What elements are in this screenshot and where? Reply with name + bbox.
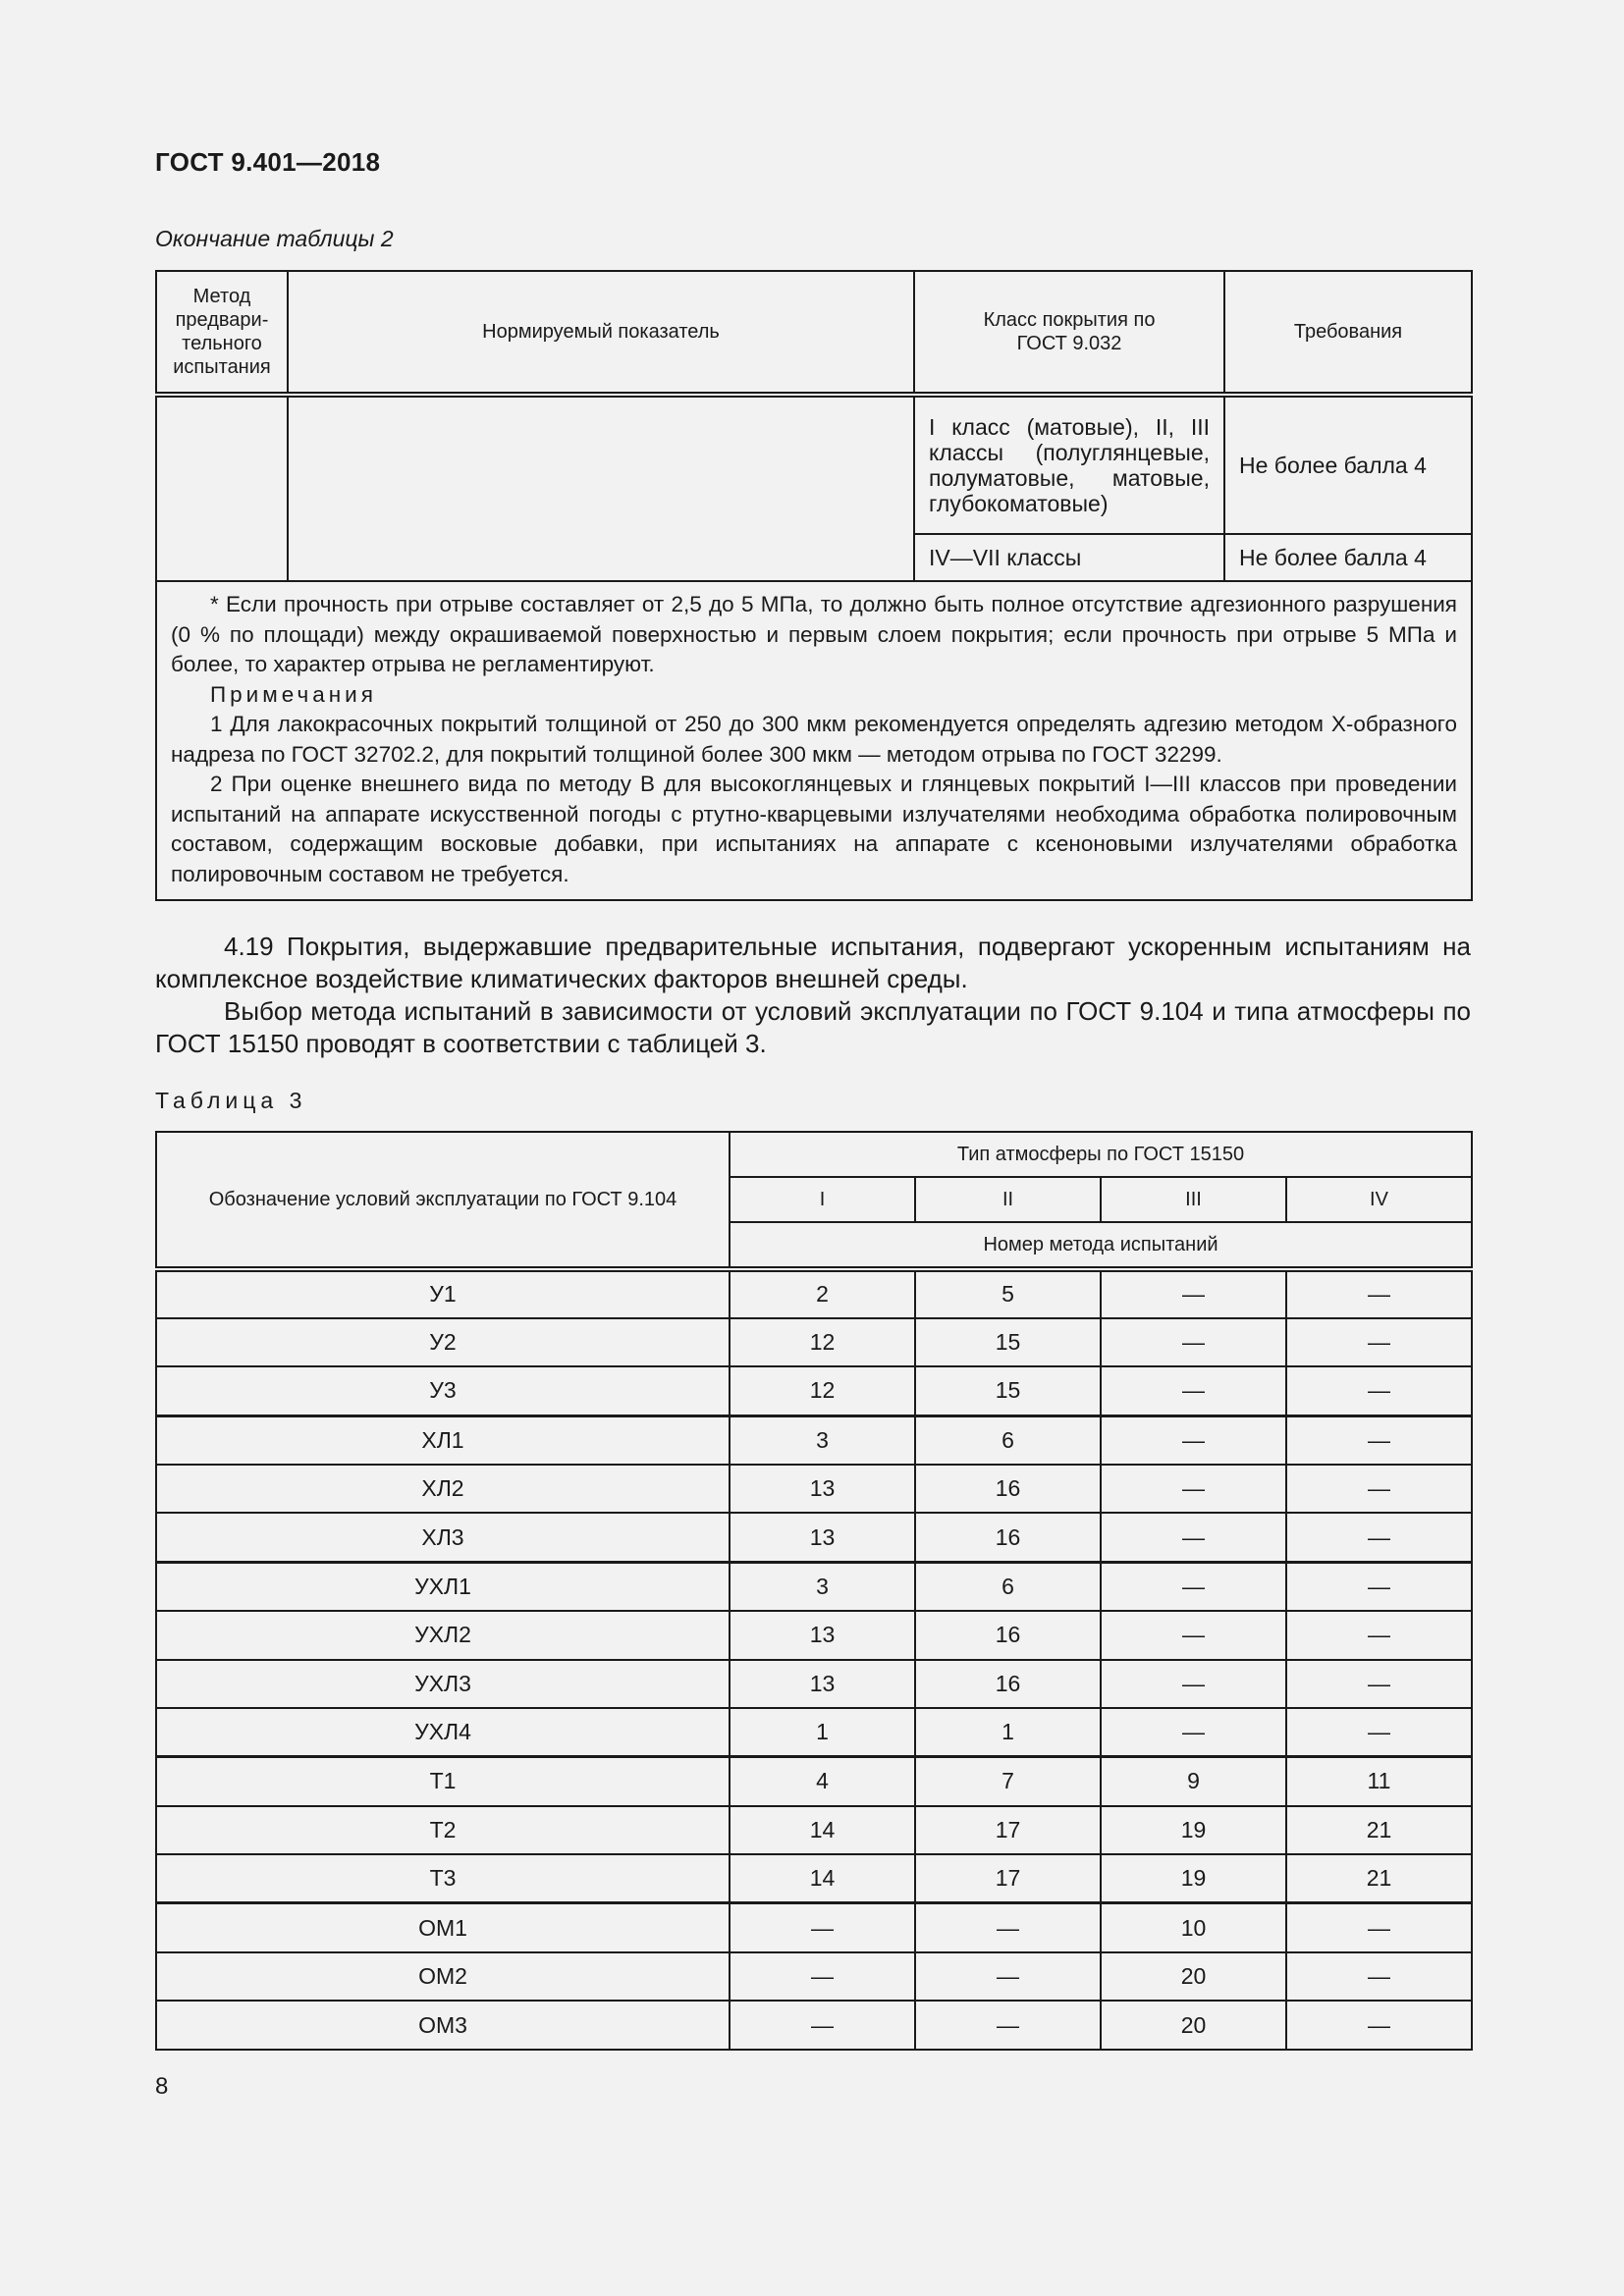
table3-cell-method: — [1286,1366,1472,1415]
table3-cell-method: 16 [915,1611,1101,1660]
paragraph-4-19: 4.19 Покрытия, выдержавшие предварительные испытания, подвергают ускоренным испытаниям на комплексное воздействие климатических факторов внешней среды. [155,932,1471,993]
table3-cell-method: — [1101,1269,1286,1318]
table2-cell-requirement: Не более балла 4 [1224,395,1472,534]
table2-header-requirements: Требования [1224,271,1472,395]
table3-cell-method: — [1101,1660,1286,1709]
table3-cell-method: 2 [730,1269,915,1318]
table3-cell-method: 19 [1101,1854,1286,1903]
table3-cell-method: 13 [730,1660,915,1709]
table3-cell-method: 1 [730,1708,915,1757]
table3-cell-method: 12 [730,1366,915,1415]
table3-header-atm-3: III [1101,1177,1286,1222]
table3-cell-method: 13 [730,1513,915,1562]
table3-cell-method: — [1286,1562,1472,1611]
table3-cell-method: 20 [1101,2001,1286,2050]
table3-header-conditions: Обозначение условий эксплуатации по ГОСТ 9.104 [156,1132,730,1269]
table3-cell-method: — [915,1952,1101,2002]
table3-cell-method: 21 [1286,1854,1472,1903]
table3-cell-method: 17 [915,1806,1101,1855]
table3-cell-method: — [915,2001,1101,2050]
table2-caption: Окончание таблицы 2 [155,226,394,251]
table3-cell-method: — [1101,1513,1286,1562]
table3-cell-method: 3 [730,1562,915,1611]
table-row [156,1708,1472,1757]
table-row [156,1806,1472,1855]
table3-cell-method: 6 [915,1562,1101,1611]
table3-cell-condition: Т1 [156,1757,730,1806]
table3-cell-condition: Т2 [156,1806,730,1855]
table-row [156,2001,1472,2050]
table3-cell-method: — [1286,1269,1472,1318]
table3 [155,1131,1473,2051]
table2-header-method: Метод предвари-тельного испытания [156,271,288,395]
table-row [156,1269,1472,1318]
table-row [156,1465,1472,1514]
table-row [156,1952,1472,2002]
table3-header-atm-2: II [915,1177,1101,1222]
table3-cell-method: 9 [1101,1757,1286,1806]
table2-note-1: 1 Для лакокрасочных покрытий толщиной от 250 до 300 мкм рекомендуется определять адгезию методом Х-образного надреза по ГОСТ 32702.2, для покрытий толщиной более 300 мкм — методом отрыва по ГОСТ 32299. [171,712,1457,767]
table3-cell-condition: УХЛ2 [156,1611,730,1660]
table2-header-indicator: Нормируемый показатель [288,271,914,395]
table3-cell-method: — [1101,1465,1286,1514]
table3-cell-method: — [1101,1611,1286,1660]
document-title: ГОСТ 9.401—2018 [155,147,381,177]
table3-cell-method: — [915,1903,1101,1952]
table3-cell-method: 13 [730,1611,915,1660]
table3-cell-method: — [1101,1708,1286,1757]
table3-cell-method: — [1286,2001,1472,2050]
table-row [156,395,1472,534]
table3-cell-method: — [730,1903,915,1952]
table3-cell-method: 16 [915,1660,1101,1709]
table-row [156,1415,1472,1465]
table-row [156,1366,1472,1415]
table-row [156,1757,1472,1806]
table3-cell-condition: У3 [156,1366,730,1415]
table3-cell-method: 20 [1101,1952,1286,2002]
table3-cell-method: — [1286,1513,1472,1562]
table3-cell-condition: УХЛ3 [156,1660,730,1709]
table3-cell-method: — [1101,1366,1286,1415]
table3-cell-method: — [1286,1465,1472,1514]
table2-cell-class: I класс (матовые), II, III классы (полуглянцевые, полуматовые, матовые, глубокоматовые) [914,395,1224,534]
table3-cell-method: 3 [730,1415,915,1465]
table3-cell-condition: ХЛ1 [156,1415,730,1465]
table3-cell-method: 5 [915,1269,1101,1318]
table2-notes [156,581,1472,900]
table3-cell-method: — [730,2001,915,2050]
table3-cell-method: — [1286,1318,1472,1367]
table3-cell-method: 15 [915,1318,1101,1367]
table3-cell-method: 17 [915,1854,1101,1903]
table3-cell-condition: ОМ3 [156,2001,730,2050]
table-row [156,1611,1472,1660]
table3-cell-condition: У1 [156,1269,730,1318]
table-row [156,1854,1472,1903]
table3-cell-method: 4 [730,1757,915,1806]
table3-cell-method: — [730,1952,915,2002]
table-row [156,1903,1472,1952]
table3-cell-method: 6 [915,1415,1101,1465]
table3-cell-method: — [1101,1318,1286,1367]
table3-cell-method: 13 [730,1465,915,1514]
table3-cell-condition: У2 [156,1318,730,1367]
table3-caption: Таблица 3 [155,1088,307,1113]
table3-header-atm-4: IV [1286,1177,1472,1222]
table3-cell-method: 21 [1286,1806,1472,1855]
table3-cell-method: — [1286,1660,1472,1709]
table3-cell-method: 12 [730,1318,915,1367]
table3-cell-condition: УХЛ1 [156,1562,730,1611]
table2-cell-method-empty [156,395,288,581]
table-row [156,1660,1472,1709]
table3-cell-method: 14 [730,1806,915,1855]
table2-header-class: Класс покрытия по ГОСТ 9.032 [914,271,1224,395]
table3-cell-condition: УХЛ4 [156,1708,730,1757]
table3-cell-method: 16 [915,1465,1101,1514]
table3-cell-condition: ОМ1 [156,1903,730,1952]
table2-cell-requirement: Не более балла 4 [1224,534,1472,581]
table2-note-2: 2 При оценке внешнего вида по методу В для высокоглянцевых и глянцевых покрытий I—III классов при проведении испытаний на аппарате искусственной погоды с ртутно-кварцевыми излучателями необходима обработка полировочным составом, содержащим восковые добавки, при испытаниях на аппарате с ксеноновыми излучателями обработка полировочным составом не требуется. [171,772,1457,886]
table3-cell-method: 1 [915,1708,1101,1757]
table3-cell-condition: Т3 [156,1854,730,1903]
table3-cell-method: — [1286,1611,1472,1660]
table3-cell-method: — [1101,1562,1286,1611]
table2 [155,270,1473,901]
table2-notes-heading: Примечания [210,681,377,707]
table3-cell-method: 11 [1286,1757,1472,1806]
table2-cell-class: IV—VII классы [914,534,1224,581]
table3-cell-method: 10 [1101,1903,1286,1952]
table3-cell-method: — [1101,1415,1286,1465]
page-number: 8 [155,2073,169,2100]
table3-cell-method: 15 [915,1366,1101,1415]
table-row [156,1318,1472,1367]
table3-cell-method: 16 [915,1513,1101,1562]
table-row [156,1513,1472,1562]
table3-cell-method: — [1286,1903,1472,1952]
table3-header-method-number: Номер метода испытаний [730,1222,1472,1269]
table3-header-atmosphere: Тип атмосферы по ГОСТ 15150 [730,1132,1472,1177]
table-row [156,1562,1472,1611]
table3-cell-method: 19 [1101,1806,1286,1855]
table3-cell-method: 7 [915,1757,1101,1806]
table3-cell-condition: ОМ2 [156,1952,730,2002]
table3-cell-method: — [1286,1952,1472,2002]
table2-cell-indicator-empty [288,395,914,581]
table3-cell-condition: ХЛ2 [156,1465,730,1514]
table3-cell-method: 14 [730,1854,915,1903]
table3-cell-condition: ХЛ3 [156,1513,730,1562]
body-text [155,931,1471,1060]
table3-cell-method: — [1286,1415,1472,1465]
table2-footnote: * Если прочность при отрыве составляет от 2,5 до 5 МПа, то должно быть полное отсутствие адгезионного разрушения (0 % по площади) между окрашиваемой поверхностью и первым слоем покрытия; если прочность при отрыве 5 МПа и более, то характер отрыва не регламентируют. [171,592,1457,676]
paragraph-method-selection: Выбор метода испытаний в зависимости от условий эксплуатации по ГОСТ 9.104 и типа атмосферы по ГОСТ 15150 проводят в соответствии с таблицей 3. [155,996,1471,1058]
table3-header-atm-1: I [730,1177,915,1222]
table3-cell-method: — [1286,1708,1472,1757]
